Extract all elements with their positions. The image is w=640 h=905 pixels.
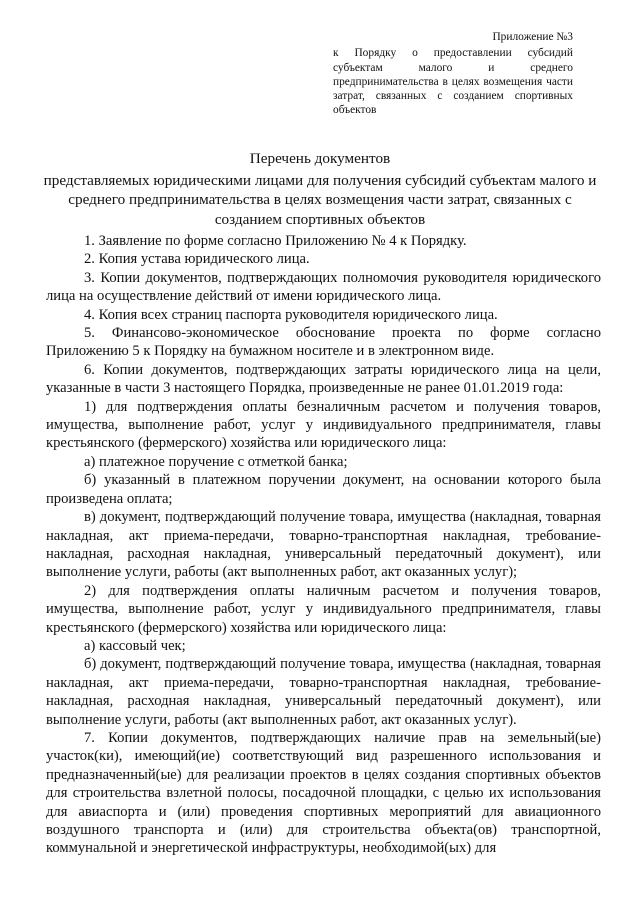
document-body — [46, 232, 601, 858]
document-title — [40, 149, 600, 229]
appendix-number: Приложение №3 — [492, 31, 573, 43]
list-item: а) платежное поручение с отметкой банка; — [84, 453, 348, 470]
list-item: 6. Копии документов, подтверждающих затраты юридического лица на цели, указанные в части 3 настоящего Порядка, произведенные не ранее 01.01.2019 года: — [46, 361, 601, 397]
list-item: б) указанный в платежном поручении документ, на основании которого была произведена оплата; — [46, 472, 601, 507]
appendix-text: к Порядку о предоставлении субсидий субъектам малого и среднего предпринимательства в целях возмещения части затрат, связанных с созданием спортивных объектов — [333, 47, 573, 117]
list-item: 5. Финансово-экономическое обоснование проекта по форме согласно Приложению 5 к Порядку на бумажном носителе и в электронном виде. — [46, 325, 601, 360]
title-heading: Перечень документов — [249, 150, 391, 167]
list-item: а) кассовый чек; — [84, 637, 186, 654]
list-item: 7. Копии документов, подтверждающих наличие прав на земельный(ые) участок(ки), имеющий(ие) соответствующий вид разрешенного использования и предназначенный(ые) для реализации проектов в целях создания спортивных объектов для строительства взлетной полосы, посадочной площадки, с целью их использования для авиаспорта и (или) проведения спортивных мероприятий для авиационного воздушного транспорта и (или) для строительства объекта(ов) транспортной, коммунальной и энергетической инфраструктуры, необходимой(ых) для — [46, 729, 601, 857]
title-subheading: представляемых юридическими лицами для получения субсидий субъектам малого и среднего предпринимательства в целях возмещения части затрат, связанных с созданием спортивных объектов — [43, 171, 597, 228]
list-item: 1. Заявление по форме согласно Приложению № 4 к Порядку. — [84, 233, 467, 249]
list-item: 4. Копия всех страниц паспорта руководителя юридического лица. — [84, 306, 498, 323]
list-item: б) документ, подтверждающий получение товара, имущества (накладная, товарная накладная, акт приема-передачи, товарно-транспортная накладная, требование-накладная, расходная накладная, универсальный передаточный документ), или выполнение услуги, работы (акт выполненных работ, акт оказанных услуг). — [46, 656, 601, 728]
list-item: 2) для подтверждения оплаты наличным расчетом и получения товаров, имущества, выполнение работ, услуг у индивидуального предпринимателя, главы крестьянского (фермерского) хозяйства или юридического лица: — [46, 582, 601, 636]
list-item: 3. Копии документов, подтверждающих полномочия руководителя юридического лица на осуществление действий от имени юридического лица. — [46, 269, 601, 305]
list-item: 1) для подтверждения оплаты безналичным расчетом и получения товаров, имущества, выполнение работ, услуг у индивидуального предпринимателя, главы крестьянского (фермерского) хозяйства или юридического лица: — [46, 398, 601, 452]
list-item: в) документ, подтверждающий получение товара, имущества (накладная, товарная накладная, акт приема-передачи, товарно-транспортная накладная, требование-накладная, расходная накладная, универсальный передаточный документ), или выполнение услуги, работы (акт выполненных работ, акт оказанных услуг); — [46, 509, 601, 581]
list-item: 2. Копия устава юридического лица. — [84, 251, 310, 268]
appendix-header — [333, 30, 573, 118]
